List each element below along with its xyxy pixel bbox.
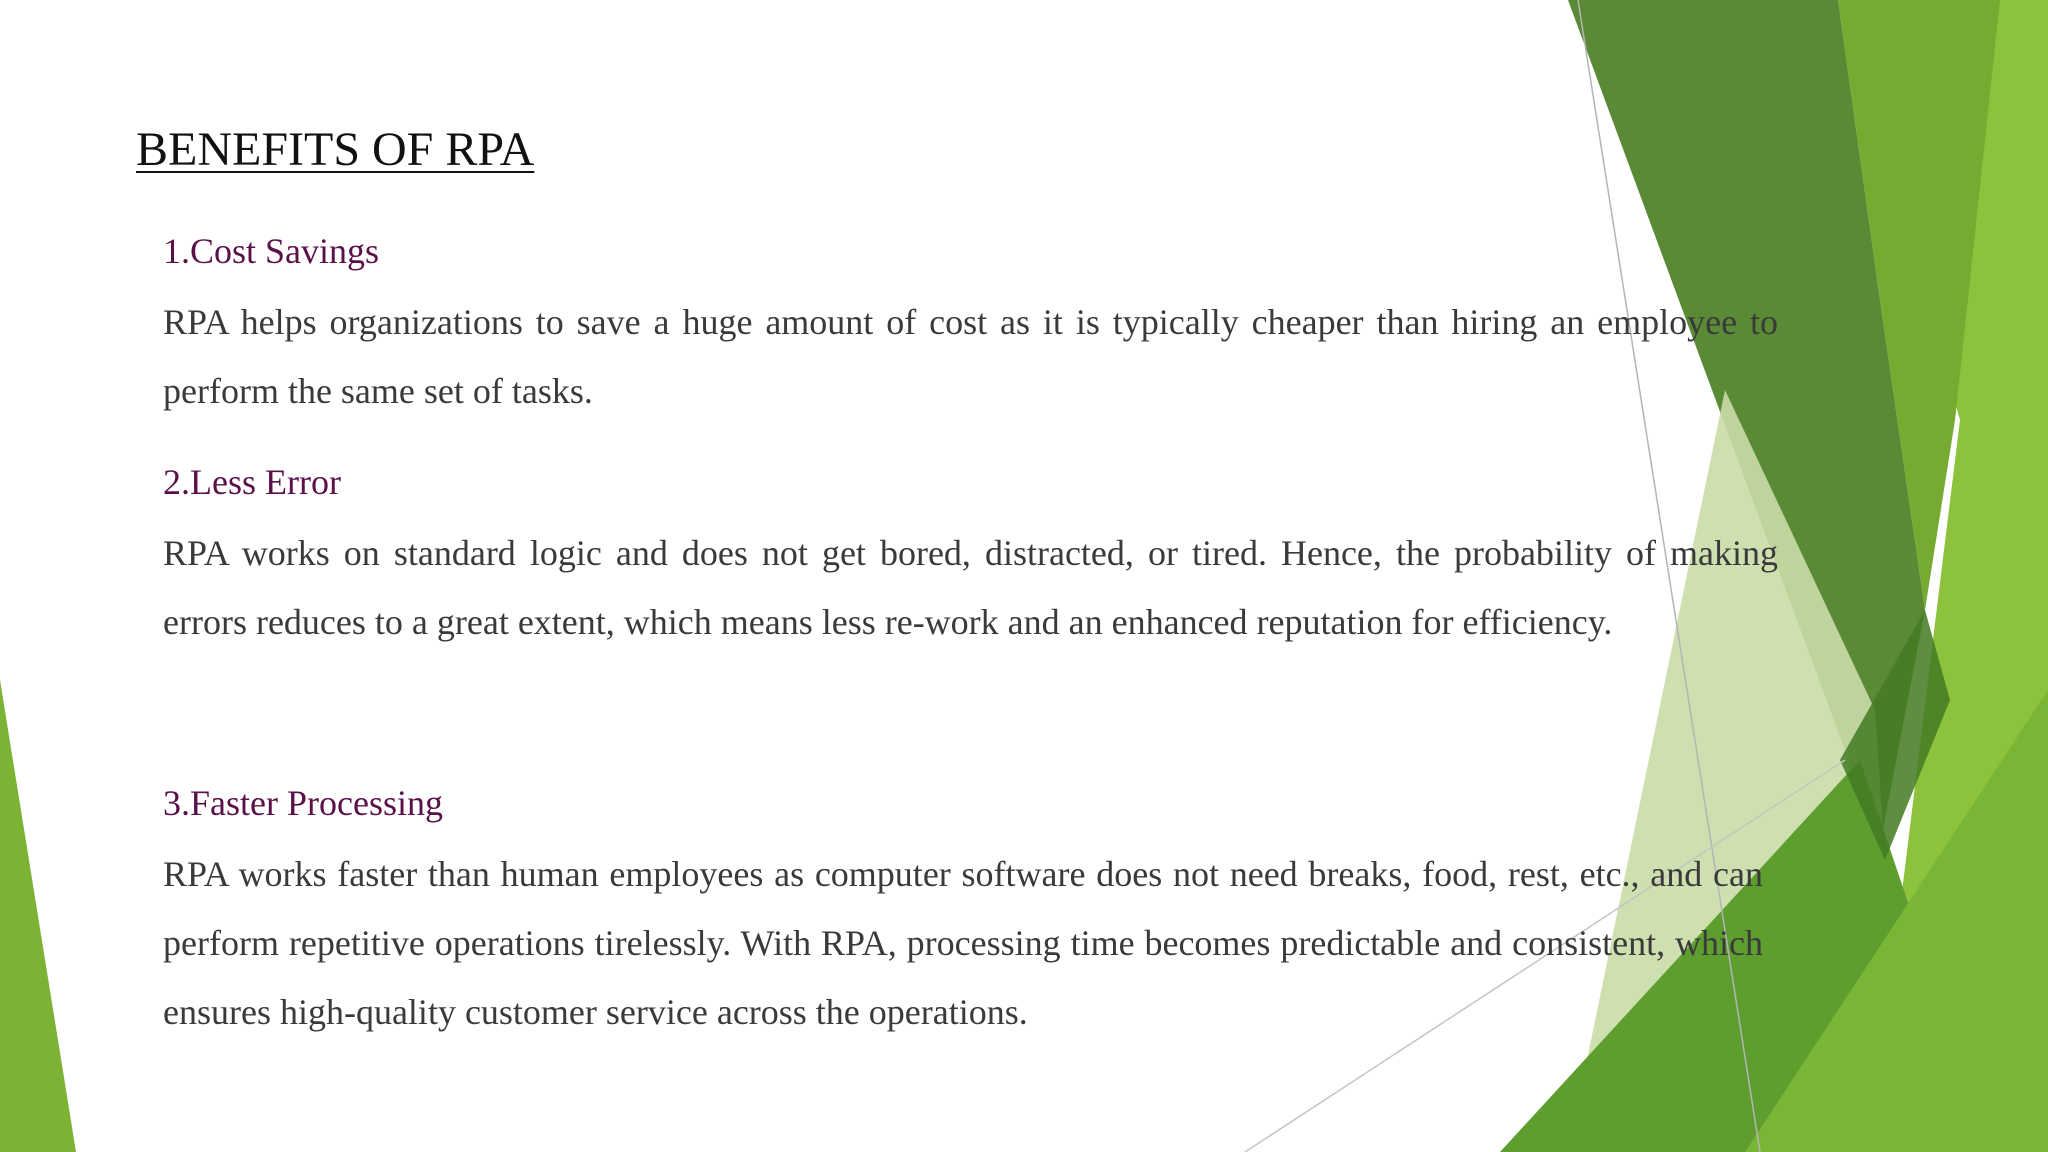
section-heading-cost-savings: 1.Cost Savings bbox=[163, 231, 380, 271]
section-heading-less-error: 2.Less Error bbox=[163, 462, 341, 502]
section-heading-faster-processing: 3.Faster Processing bbox=[163, 783, 443, 823]
section-body-less-error: RPA works on standard logic and does not get bored, distracted, or tired. Hence, the probability of making errors reduces to a great extent, which means less re-work and an enhanced reputation for efficiency. bbox=[163, 533, 1778, 642]
section-body-faster-processing: RPA works faster than human employees as computer software does not need breaks, food, rest, etc., and can perform repetitive operations tirelessly. With RPA, processing time becomes predictable and consistent, which ensures high-quality customer service across the operations. bbox=[163, 854, 1763, 1032]
slide-title: BENEFITS OF RPA bbox=[136, 123, 535, 176]
left-green-sliver bbox=[0, 680, 76, 1152]
section-body-cost-savings: RPA helps organizations to save a huge amount of cost as it is typically cheaper than hiring an employee to perform the same set of tasks. bbox=[163, 302, 1778, 411]
